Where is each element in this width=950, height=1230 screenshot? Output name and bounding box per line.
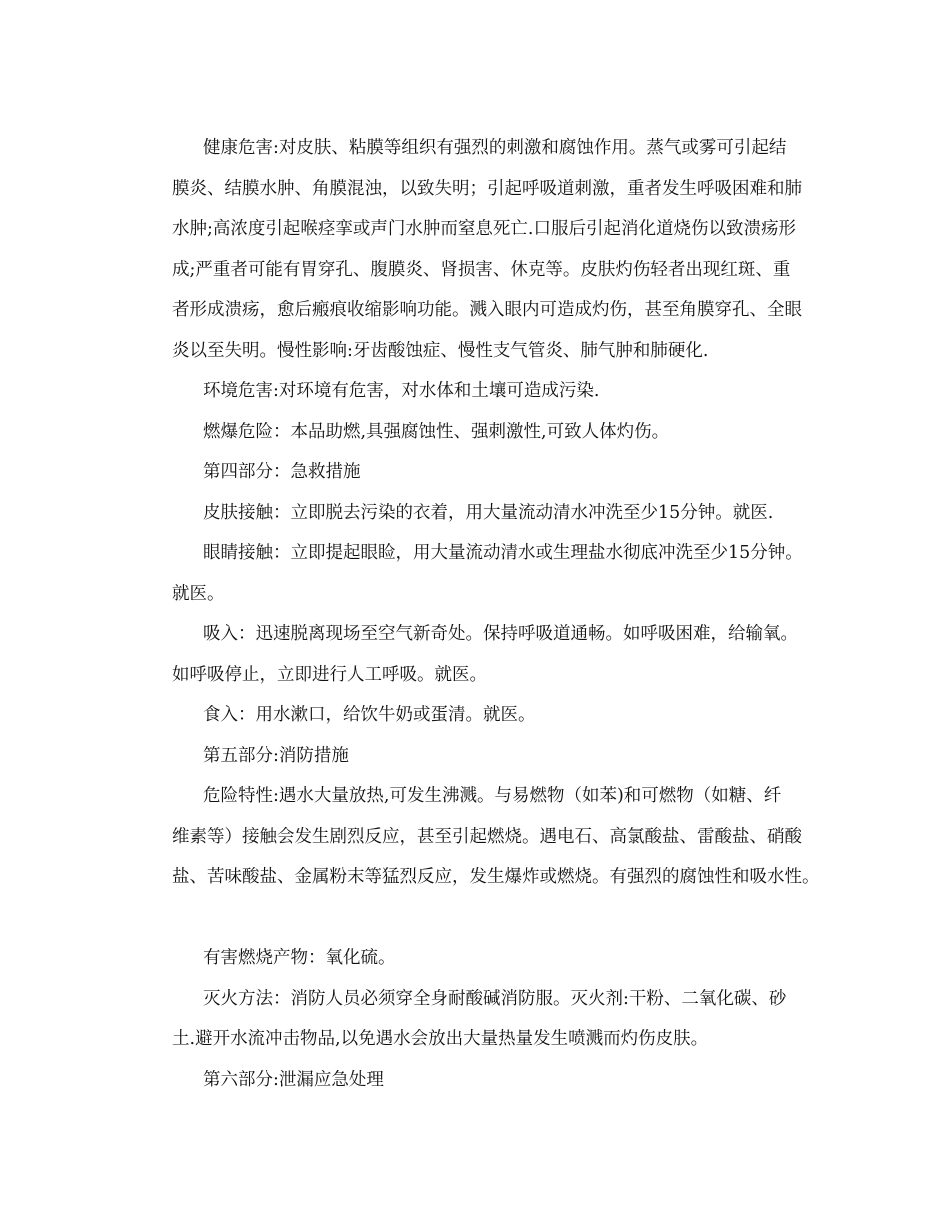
text-line: 眼睛接触：立即提起眼睑，用大量流动清水或生理盐水彻底冲洗至少15分钟。 bbox=[203, 543, 803, 563]
section-heading: 第四部分：急救措施 bbox=[203, 462, 361, 482]
paragraph-fire-fighting-method bbox=[141, 979, 821, 1060]
text-line: 土.避开水流冲击物品,以免遇水会放出大量热量发生喷溅而灼伤皮肤。 bbox=[172, 1029, 709, 1049]
paragraph-skin-contact bbox=[141, 493, 821, 534]
text-line: 食入：用水漱口，给饮牛奶或蛋清。就医。 bbox=[203, 705, 536, 725]
section-heading-leak-emergency bbox=[141, 1060, 821, 1101]
text-line: 有害燃烧产物：氧化硫。 bbox=[203, 948, 396, 968]
text-line: 盐、苦味酸盐、金属粉末等猛烈反应，发生爆炸或燃烧。有强烈的腐蚀性和吸水性。 bbox=[172, 867, 820, 887]
paragraph-hazard-characteristics bbox=[141, 776, 821, 898]
text-line: 炎以至失明。慢性影响:牙齿酸蚀症、慢性支气管炎、肺气肿和肺硬化. bbox=[172, 340, 709, 361]
paragraph-eye-contact bbox=[141, 533, 821, 614]
text-line: 成;严重者可能有胃穿孔、腹膜炎、肾损害、休克等。皮肤灼伤轻者出现红斑、重 bbox=[172, 259, 791, 280]
document-body bbox=[141, 128, 821, 1100]
text-line: 灭火方法：消防人员必须穿全身耐酸碱消防服。灭火剂:干粉、二氧化碳、砂 bbox=[203, 988, 787, 1009]
text-line: 环境危害:对环境有危害，对水体和土壤可造成污染. bbox=[203, 381, 600, 401]
text-line: 维素等）接触会发生剧烈反应，甚至引起燃烧。遇电石、高氯酸盐、雷酸盐、硝酸 bbox=[172, 826, 802, 847]
text-line: 吸入：迅速脱离现场至空气新奇处。保持呼吸道通畅。如呼吸困难，给输氧。 bbox=[203, 624, 798, 644]
section-heading-first-aid bbox=[141, 452, 821, 493]
text-line: 如呼吸停止，立即进行人工呼吸。就医。 bbox=[172, 664, 487, 685]
section-heading: 第六部分:泄漏应急处理 bbox=[203, 1069, 384, 1090]
text-line: 水肿;高浓度引起喉痉挛或声门水肿而窒息死亡.口服后引起消化道烧伤以致溃疡形 bbox=[172, 219, 796, 239]
paragraph-combustion-products bbox=[141, 938, 821, 979]
text-line: 燃爆危险：本品助燃,具强腐蚀性、强刺激性,可致人体灼伤。 bbox=[203, 421, 670, 442]
paragraph-ingestion bbox=[141, 695, 821, 736]
blank-line bbox=[141, 898, 821, 939]
paragraph-inhalation bbox=[141, 614, 821, 695]
text-line: 健康危害:对皮肤、粘膜等组织有强烈的刺激和腐蚀作用。蒸气或雾可引起结 bbox=[203, 138, 787, 158]
text-line: 就医。 bbox=[172, 583, 225, 604]
section-heading-fire-fighting bbox=[141, 736, 821, 777]
text-line: 膜炎、结膜水肿、角膜混浊，以致失明；引起呼吸道刺激，重者发生呼吸困难和肺 bbox=[172, 178, 802, 199]
paragraph-environmental-hazard bbox=[141, 371, 821, 412]
paragraph-health-hazard bbox=[141, 128, 821, 371]
text-line: 皮肤接触：立即脱去污染的衣着，用大量流动清水冲洗至少15分钟。就医. bbox=[203, 502, 774, 523]
text-line: 者形成溃疡，愈后瘢痕收缩影响功能。溅入眼内可造成灼伤，甚至角膜穿孔、全眼 bbox=[172, 300, 802, 320]
section-heading: 第五部分:消防措施 bbox=[203, 745, 349, 766]
paragraph-fire-explosion-hazard bbox=[141, 412, 821, 453]
text-line: 危险特性:遇水大量放热,可发生沸溅。与易燃物（如苯)和可燃物（如糖、纤 bbox=[203, 786, 782, 806]
